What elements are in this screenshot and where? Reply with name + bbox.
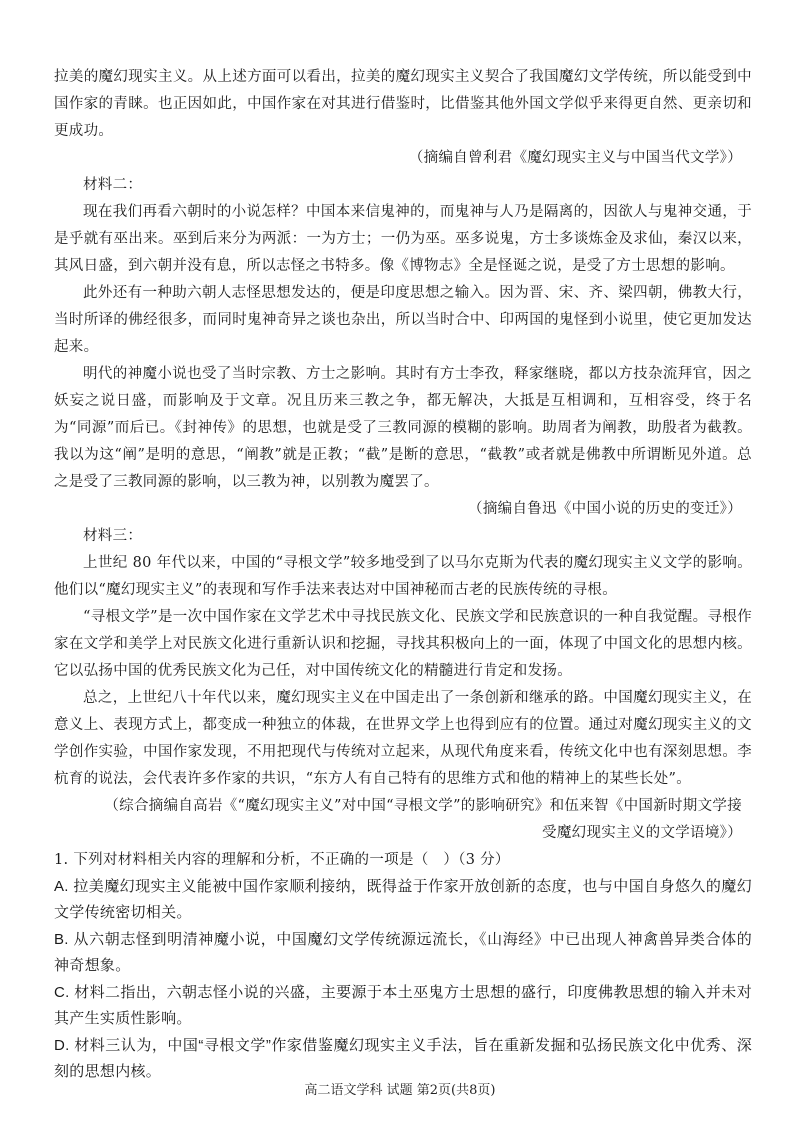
section-label: 材料二：	[83, 177, 143, 193]
question-stem: 1. 下列对材料相关内容的理解和分析，不正确的一项是（ ）（3 分）	[54, 852, 510, 868]
paragraph: 总之，上世纪八十年代以来，魔幻现实主义在中国走出了一条创新和继承的路。中国魔幻现实主义，在意义上、表现方式上，都变成一种独立的体裁，在世界文学上也得到应有的位置。通过对魔幻现实主义的文学创作实验，中国作家发现，不用把现代与传统对立起来，从现代角度来看，传统文化中也有深刻思想。李杭育的说法，会代表许多作家的共识，“东方人有自己特有的思维方式和他的精神上的某些长处”。	[54, 690, 752, 787]
option-b: B. 从六朝志怪到明清神魔小说，中国魔幻文学传统源远流长，《山海经》中已出现人神禽兽异类合体的神奇想象。	[54, 930, 752, 974]
paragraph: 此外还有一种助六朝人志怪思想发达的，便是印度思想之输入。因为晋、宋、齐、梁四朝，佛教大行，当时所译的佛经很多，而同时鬼神奇异之谈也杂出，所以当时合中、印两国的鬼怪到小说里，使它更加发达起来。	[54, 285, 752, 355]
page-footer: 高二语文学科 试题 第2页(共8页)	[304, 1083, 496, 1098]
material-one-tail	[54, 64, 752, 172]
source-citation: （摘编自鲁迅《中国小说的历史的变迁》）	[468, 501, 742, 517]
question-1	[54, 847, 752, 1086]
paragraph: 明代的神魔小说也受了当时宗教、方士之影响。其时有方士李孜，释家继晓，都以方技杂流拜官，因之妖妄之说日盛，而影响及于文章。况且历来三教之争，都无解决，大抵是互相调和，互相容受，终于名为“同源”而后已。《封神传》的思想，也就是受了三教同源的模糊的影响。助周者为阐教，助殷者为截教。我以为这“阐”是明的意思，“阐教”就是正教；“截”是断的意思，“截教”或者就是佛教中所谓断见外道。总之是受了三教同源的影响，以三教为神，以别教为魔罢了。	[54, 366, 752, 490]
source-citation: （摘编自曾利君《魔幻现实主义与中国当代文学》）	[408, 150, 742, 166]
option-a: A. 拉美魔幻现实主义能被中国作家顺利接纳，既得益于作家开放创新的态度，也与中国自身悠久的魔幻文学传统密切相关。	[54, 877, 752, 921]
section-label: 材料三：	[83, 528, 143, 544]
paragraph: 拉美的魔幻现实主义。从上述方面可以看出，拉美的魔幻现实主义契合了我国魔幻文学传统，所以能受到中国作家的青睐。也正因如此，中国作家在对其进行借鉴时，比借鉴其他外国文学似乎来得更自然、更亲切和更成功。	[54, 69, 752, 139]
paragraph: 现在我们再看六朝时的小说怎样？中国本来信鬼神的，而鬼神与人乃是隔离的，因欲人与鬼神交通，于是乎就有巫出来。巫到后来分为两派：一为方士；一仍为巫。巫多说鬼，方士多谈炼金及求仙，秦汉以来，其风日盛，到六朝并没有息，所以志怪之书特多。像《博物志》全是怪诞之说，是受了方士思想的影响。	[54, 204, 752, 274]
option-c: C. 材料二指出，六朝志怪小说的兴盛，主要源于本土巫鬼方士思想的盛行，印度佛教思想的输入并未对其产生实质性影响。	[54, 983, 752, 1027]
paragraph: “寻根文学”是一次中国作家在文学艺术中寻找民族文化、民族文学和民族意识的一种自我觉醒。寻根作家在文学和美学上对民族文化进行重新认识和挖掘，寻找其积极向上的一面，体现了中国文化的思想内核。它以弘扬中国的优秀民族文化为己任，对中国传统文化的精髓进行肯定和发扬。	[54, 609, 752, 679]
paragraph: 上世纪 80 年代以来，中国的“寻根文学”较多地受到了以马尔克斯为代表的魔幻现实主义文学的影响。他们以“魔幻现实主义”的表现和写作手法来表达对中国神秘而古老的民族传统的寻根。	[54, 555, 752, 598]
option-d: D. 材料三认为，中国“寻根文学”作家借鉴魔幻现实主义手法，旨在重新发掘和弘扬民族文化中优秀、深刻的思想内核。	[54, 1036, 752, 1080]
material-three	[54, 523, 752, 847]
exam-page	[54, 64, 752, 1086]
source-citation: （综合摘编自高岩《“魔幻现实主义”对中国“寻根文学”的影响研究》和伍来智《中国新时期文学接受魔幻现实主义的文学语境》）	[104, 798, 742, 841]
material-two	[54, 172, 752, 523]
